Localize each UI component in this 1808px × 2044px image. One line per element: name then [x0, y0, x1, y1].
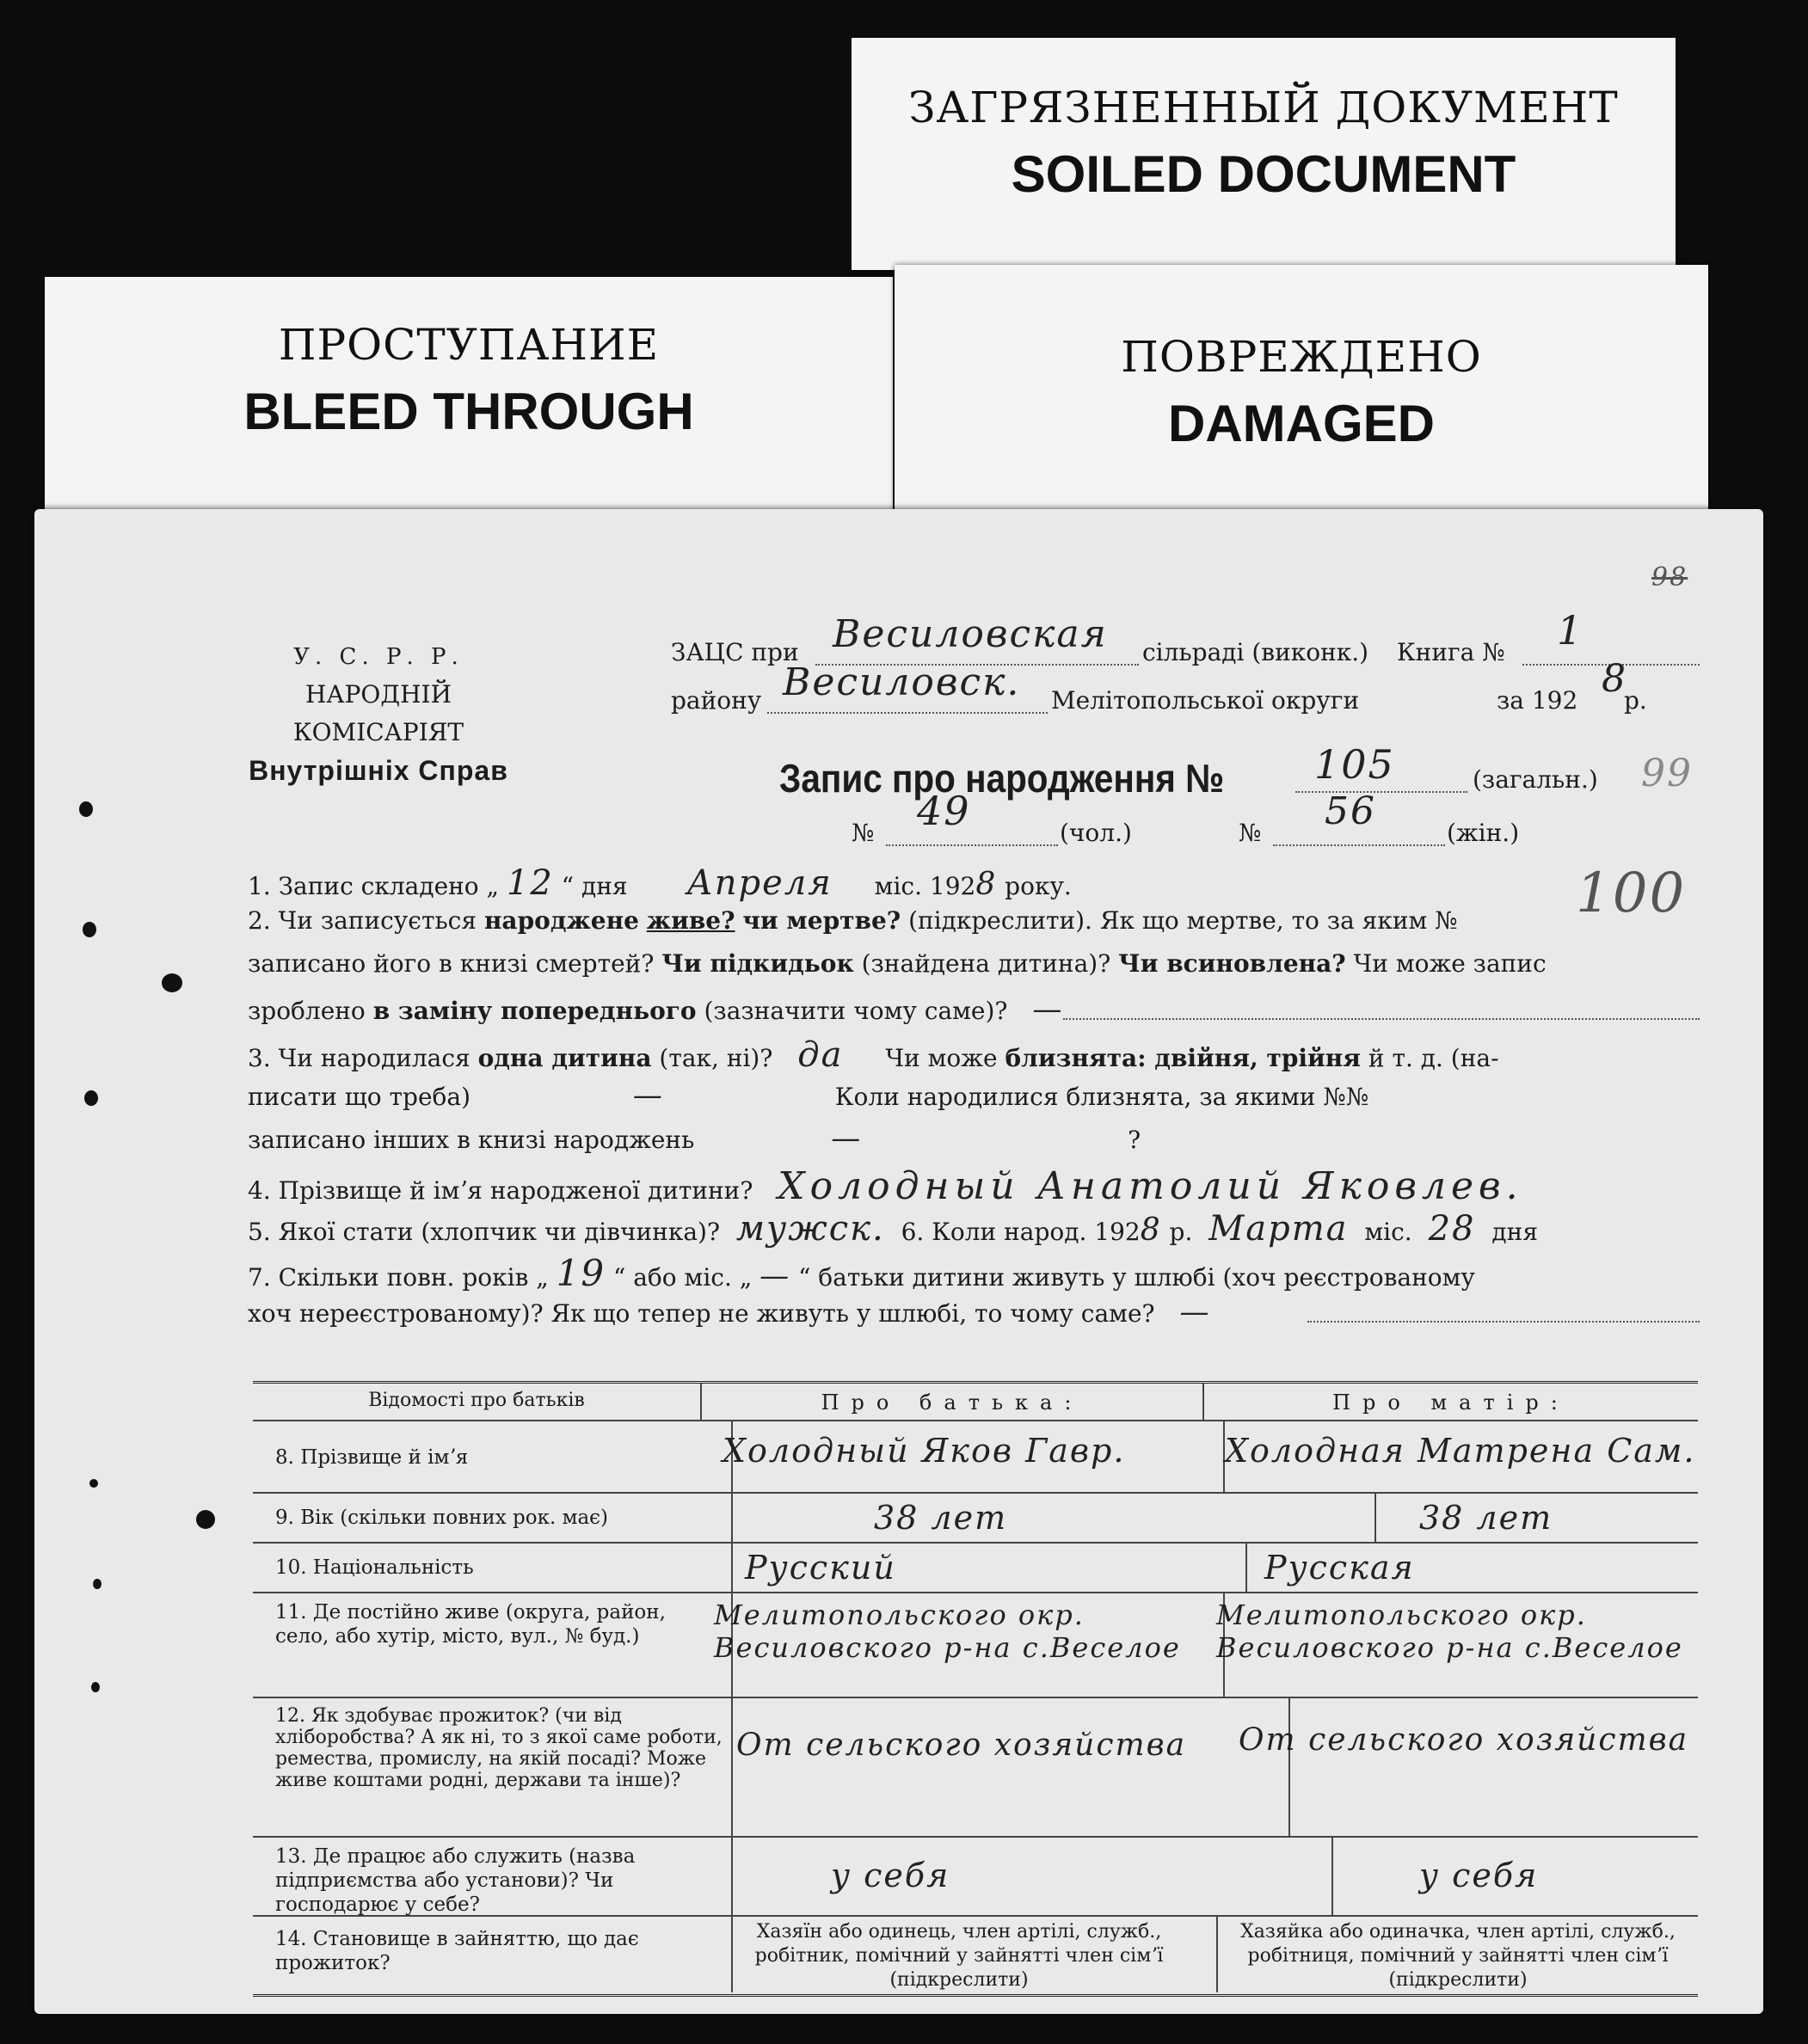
dotted-line — [1063, 1018, 1700, 1020]
dotted-line — [1273, 844, 1445, 846]
table-row — [253, 1544, 1698, 1593]
bleed-through-card — [45, 277, 893, 526]
dotted-line — [1295, 791, 1467, 793]
text: “ батьки дитини живуть у шлюбі (хоч реєстрованому — [798, 1263, 1475, 1292]
record-number-male: 49 — [917, 788, 971, 834]
row-label: 14. Становище в зайняттю, що дає прожиток? — [253, 1917, 733, 1992]
issuer-block — [232, 638, 525, 789]
text: в заміну попереднього — [372, 997, 697, 1025]
text: (так, ні)? — [659, 1044, 773, 1072]
text: міс. 192 — [874, 872, 976, 900]
text: Чи всиновлена? — [1118, 949, 1346, 978]
year-prefix: за 192 — [1497, 686, 1578, 715]
mother-value: Русская — [1264, 1549, 1415, 1587]
line-6 — [248, 1078, 1368, 1113]
year-suffix: р. — [1624, 686, 1647, 715]
hw-birth-day: 28 — [1428, 1209, 1476, 1249]
binding-hole — [79, 801, 93, 817]
bleed-label-en: BLEED THROUGH — [243, 383, 694, 440]
line-3 — [248, 949, 1547, 978]
corner-number: 98 — [1651, 562, 1688, 592]
general-label: (загальн.) — [1473, 765, 1598, 794]
table-row — [253, 1698, 1698, 1838]
text: хоч нереєстрованому)? Як що тепер не живуть у шлюбі, то чому саме? — [248, 1299, 1155, 1328]
father-value: у себя — [702, 1838, 1333, 1915]
issuer-department: Внутрішніх Справ — [249, 755, 508, 786]
header-col1: Відомості про батьків — [253, 1384, 702, 1420]
female-label: (жін.) — [1447, 819, 1520, 847]
rayon-prefix: району — [671, 686, 762, 715]
text: й т. д. (на- — [1368, 1044, 1499, 1072]
text: писати що треба) — [248, 1083, 470, 1111]
damaged-label-en: DAMAGED — [1168, 395, 1435, 452]
row-label: 12. Як здобуває прожиток? (чи від хліборобства? А як ні, то з якої саме роботи, ремества, промислу, на якій посаді? Може живе коштами родні, держави та інше)? — [253, 1698, 733, 1836]
binding-hole — [196, 1510, 215, 1529]
hw-year: 8 — [975, 867, 998, 902]
hw-child-name: Холодный Анатолий Яковлев. — [778, 1164, 1523, 1208]
binding-hole — [93, 1579, 101, 1589]
table-row — [253, 1494, 1698, 1544]
mother-value: От сельского хозяйства — [1239, 1722, 1689, 1758]
father-value: Холодный Яков Гавр. — [702, 1421, 1225, 1492]
form-title: Запис про народження № — [779, 756, 1225, 801]
hw-birth-month: Марта — [1208, 1209, 1349, 1249]
row-label: 9. Вік (скільки повних рок. має) — [253, 1494, 733, 1542]
text: Чи підкидьок — [661, 949, 854, 978]
father-value: Русский — [702, 1544, 1247, 1592]
text: 7. Скільки повн. років „ — [248, 1263, 549, 1292]
birth-record-sheet — [34, 509, 1763, 2014]
rayon-value: Весиловск. — [783, 660, 1021, 704]
dotted-line — [886, 844, 1058, 846]
hw-not-married-reason: — — [1179, 1295, 1211, 1329]
row-label: 10. Національність — [253, 1544, 733, 1592]
hw-twins: — — [632, 1078, 664, 1113]
dotted-line — [1307, 1321, 1700, 1323]
year-value: 8 — [1602, 657, 1627, 701]
issuer-country: У. С. Р. Р. — [293, 644, 464, 670]
hw-day: 12 — [506, 863, 554, 903]
table-row — [253, 1421, 1698, 1494]
father-value: 38 лет — [702, 1494, 1376, 1542]
text: міс. — [1364, 1218, 1412, 1246]
text: (зазначити чому саме)? — [704, 997, 1008, 1025]
line-2 — [248, 906, 1458, 935]
soiled-label-ru: ЗАГРЯЗНЕННЫЙ ДОКУМЕНТ — [908, 83, 1619, 132]
text: зроблено — [248, 997, 366, 1025]
header-father: Про батька: — [702, 1384, 1204, 1420]
header-mother: Про матір: — [1332, 1390, 1570, 1415]
text: одна дитина — [477, 1044, 652, 1072]
father-value: Мелитопольского окр. Весиловского р-на с.Веселое — [702, 1593, 1225, 1697]
line-11 — [248, 1295, 1210, 1329]
line-4 — [248, 992, 1063, 1027]
record-number-general: 105 — [1314, 741, 1395, 788]
mother-value: 38 лет — [1419, 1499, 1553, 1537]
damaged-card — [895, 265, 1708, 526]
text: “ або міс. „ — [613, 1263, 753, 1292]
hw-months-married: — — [759, 1259, 791, 1293]
hw-years-married: 19 — [556, 1252, 606, 1294]
text: р. — [1169, 1218, 1193, 1246]
binding-hole — [91, 1682, 100, 1692]
zags-value: Весиловская — [833, 612, 1108, 656]
binding-hole — [162, 973, 182, 992]
text: року. — [1005, 872, 1072, 900]
text: чи мертве? — [742, 906, 901, 935]
table-row — [253, 1838, 1698, 1917]
text: записано його в книзі смертей? — [248, 949, 655, 978]
mother-value: Мелитопольского окр. Весиловского р-на с.Веселое — [1216, 1599, 1683, 1664]
father-status: Хазяїн або одинець, член артілі, служб., робітник, помічний у зайнятті член сімʼї (підкреслити) — [702, 1917, 1218, 1992]
text: 4. Прізвище й імʼя народженої дитини? — [248, 1176, 753, 1205]
text: ? — [1128, 1126, 1141, 1154]
row-label: 13. Де працює або служить (назва підприємства або установи)? Чи господарює у себе? — [253, 1838, 733, 1915]
okrug-label: Мелітопольської округи — [1051, 686, 1360, 715]
mother-value: Холодная Матрена Сам. — [1225, 1432, 1696, 1470]
text: Чи може — [885, 1044, 998, 1072]
male-no-label: № — [852, 819, 875, 847]
binding-hole — [84, 1090, 98, 1106]
book-label: Книга № — [1397, 638, 1505, 666]
soiled-label-en: SOILED DOCUMENT — [1011, 145, 1516, 203]
hw-single-child: да — [797, 1035, 844, 1075]
text: Чи може запис — [1353, 949, 1547, 978]
text: 6. Коли народ. 192 — [901, 1218, 1141, 1246]
text: 1. Запис складено „ — [248, 872, 500, 900]
text: 2. Чи записується — [248, 906, 477, 935]
zags-suffix: сільраді (виконк.) — [1142, 638, 1369, 666]
hw-sex: мужск. — [735, 1209, 885, 1249]
dotted-line — [767, 712, 1048, 714]
parents-table — [253, 1381, 1698, 1997]
line-8 — [248, 1164, 1523, 1208]
text: живе? — [646, 906, 735, 935]
line-10 — [248, 1252, 1475, 1294]
text: 5. Якої стати (хлопчик чи дівчинка)? — [248, 1218, 720, 1246]
hw-month: Апреля — [686, 863, 833, 903]
text: народжене — [483, 906, 639, 935]
line-7 — [248, 1121, 1141, 1156]
text: (підкреслити). Як що мертве, то за яким № — [908, 906, 1458, 935]
table-row — [253, 1593, 1698, 1698]
issuer-commissariat: НАРОДНІЙ КОМІСАРІЯТ — [292, 680, 464, 746]
binding-hole — [89, 1479, 98, 1488]
hw-replacement: — — [1032, 992, 1064, 1027]
mother-status: Хазяйка або одиначка, член артілі, служб., робітниця, помічний у зайнятті член сімʼї (підкреслити) — [1240, 1921, 1676, 1991]
text: записано інших в книзі народжень — [248, 1126, 695, 1154]
table-header — [253, 1384, 1698, 1421]
table-row — [253, 1917, 1698, 1992]
male-label: (чол.) — [1060, 819, 1132, 847]
line-5 — [248, 1035, 1499, 1075]
hw-twins-numbers: — — [831, 1121, 863, 1156]
side-number-100: 100 — [1576, 862, 1687, 925]
bleed-label-ru: ПРОСТУПАНИЕ — [278, 320, 660, 370]
text: (знайдена дитина)? — [861, 949, 1111, 978]
female-no-label: № — [1239, 819, 1262, 847]
binding-hole — [83, 922, 96, 937]
damaged-label-ru: ПОВРЕЖДЕНО — [1121, 332, 1482, 382]
father-value: От сельского хозяйства — [702, 1698, 1290, 1836]
line-9 — [248, 1209, 1538, 1249]
zags-prefix: ЗАЦС при — [671, 638, 799, 666]
text: близнята: двійня, трійня — [1005, 1044, 1361, 1072]
row-label: 8. Прізвище й імʼя — [253, 1421, 733, 1492]
soiled-document-card — [852, 38, 1676, 270]
record-number-female: 56 — [1325, 789, 1376, 833]
hw-birth-year: 8 — [1140, 1212, 1162, 1248]
book-value: 1 — [1557, 607, 1584, 654]
text: дня — [1491, 1218, 1538, 1246]
text: Коли народилися близнята, за якими №№ — [834, 1083, 1369, 1111]
row-label: 11. Де постійно живе (округа, район, село, або хутір, місто, вул., № буд.) — [253, 1593, 733, 1697]
line-1 — [248, 863, 1072, 903]
text: 3. Чи народилася — [248, 1044, 470, 1072]
side-number: 99 — [1641, 752, 1693, 795]
mother-value: у себя — [1419, 1857, 1539, 1894]
text: “ дня — [561, 872, 628, 900]
